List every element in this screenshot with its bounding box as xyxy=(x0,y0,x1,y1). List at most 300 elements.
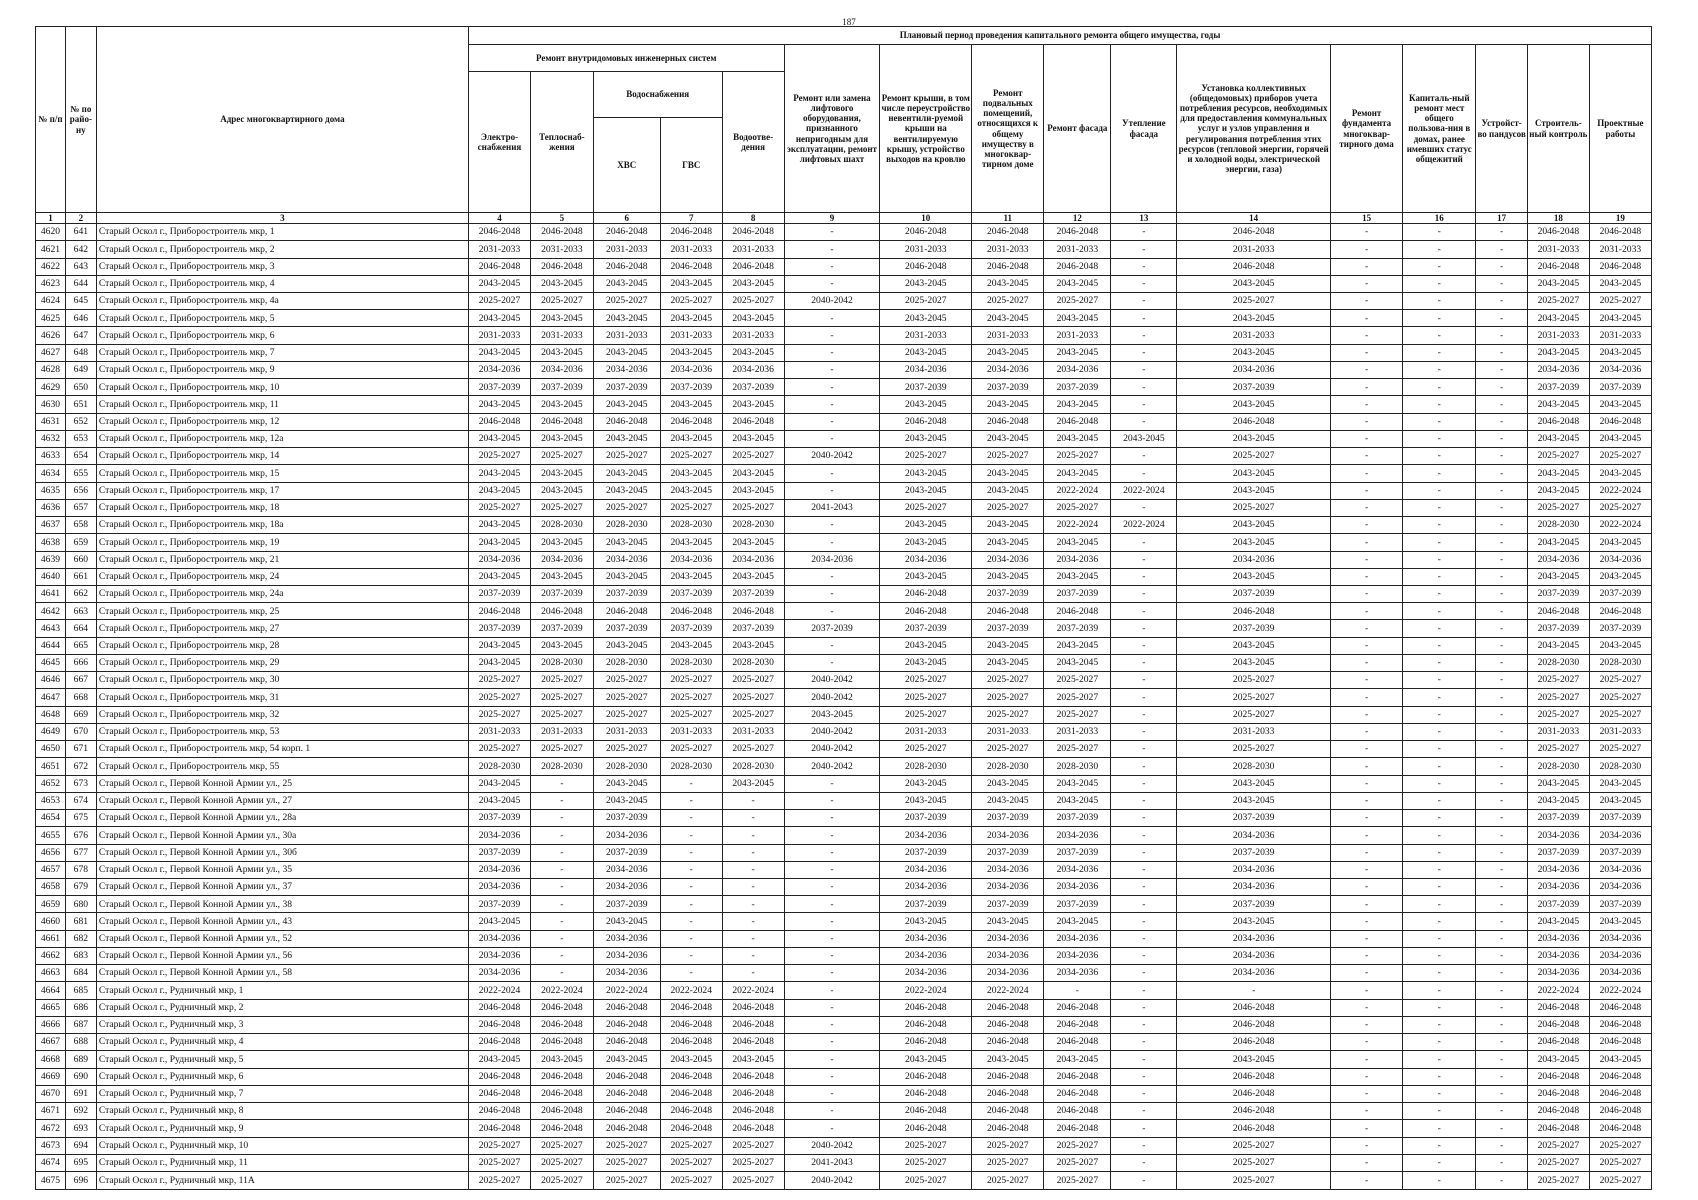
cell-design: 2043-2045 xyxy=(1589,430,1651,447)
table-row xyxy=(36,499,1652,516)
cell-control: 2028-2030 xyxy=(1527,758,1589,775)
cell-basement: 2046-2048 xyxy=(972,1068,1044,1085)
cell-district-num: 661 xyxy=(65,568,96,585)
cell-heat: 2043-2045 xyxy=(530,465,593,482)
cell-basement: 2037-2039 xyxy=(972,844,1044,861)
cell-roof: 2037-2039 xyxy=(880,379,972,396)
cell-hot-water: - xyxy=(660,930,722,947)
cell-design: 2037-2039 xyxy=(1589,620,1651,637)
cell-lift: 2040-2042 xyxy=(784,1137,880,1154)
cell-facade: 2034-2036 xyxy=(1044,861,1111,878)
cell-heat: 2037-2039 xyxy=(530,620,593,637)
cell-roof: 2031-2033 xyxy=(880,723,972,740)
cell-heat: - xyxy=(530,775,593,792)
cell-heat: 2046-2048 xyxy=(530,1085,593,1102)
cell-capital-repair: - xyxy=(1403,1085,1476,1102)
table-row xyxy=(36,310,1652,327)
cell-lift: - xyxy=(784,654,880,671)
table-row xyxy=(36,1171,1652,1189)
cell-district-num: 643 xyxy=(65,258,96,275)
cell-capital-repair: - xyxy=(1403,913,1476,930)
cell-address: Старый Оскол г., Приборостроитель мкр, 5 xyxy=(96,310,468,327)
cell-district-num: 645 xyxy=(65,293,96,310)
cell-ramps: - xyxy=(1476,1085,1528,1102)
cell-ramps: - xyxy=(1476,361,1528,378)
cell-facade: 2046-2048 xyxy=(1044,258,1111,275)
cell-facade: 2031-2033 xyxy=(1044,241,1111,258)
table-row xyxy=(36,810,1652,827)
cell-cold-water: 2034-2036 xyxy=(593,930,660,947)
cell-capital-repair: - xyxy=(1403,827,1476,844)
cell-basement: 2034-2036 xyxy=(972,551,1044,568)
cell-facade: 2043-2045 xyxy=(1044,568,1111,585)
cell-heat: 2043-2045 xyxy=(530,1051,593,1068)
cell-hot-water: 2031-2033 xyxy=(660,241,722,258)
cell-insulation: - xyxy=(1111,396,1177,413)
cell-ramps: - xyxy=(1476,1120,1528,1137)
cell-basement: 2028-2030 xyxy=(972,758,1044,775)
cell-roof: 2025-2027 xyxy=(880,1171,972,1189)
cell-lift: - xyxy=(784,258,880,275)
cell-hot-water: 2043-2045 xyxy=(660,275,722,292)
cell-heat: - xyxy=(530,844,593,861)
cell-meters: 2043-2045 xyxy=(1177,654,1331,671)
cell-roof: 2043-2045 xyxy=(880,517,972,534)
cell-cold-water: 2025-2027 xyxy=(593,448,660,465)
table-row xyxy=(36,1137,1652,1154)
cell-insulation: - xyxy=(1111,258,1177,275)
cell-hot-water: - xyxy=(660,810,722,827)
column-number: 2 xyxy=(65,213,96,224)
cell-cold-water: 2043-2045 xyxy=(593,396,660,413)
cell-lift: 2034-2036 xyxy=(784,551,880,568)
cell-ramps: - xyxy=(1476,344,1528,361)
cell-meters: 2046-2048 xyxy=(1177,1016,1331,1033)
cell-electro: 2034-2036 xyxy=(469,965,531,982)
cell-ramps: - xyxy=(1476,637,1528,654)
cell-district-num: 679 xyxy=(65,878,96,895)
cell-design: 2046-2048 xyxy=(1589,1085,1651,1102)
cell-district-num: 683 xyxy=(65,947,96,964)
cell-capital-repair: - xyxy=(1403,448,1476,465)
cell-foundation: - xyxy=(1331,224,1403,241)
cell-electro: 2043-2045 xyxy=(469,310,531,327)
cell-cold-water: 2043-2045 xyxy=(593,310,660,327)
cell-insulation: - xyxy=(1111,568,1177,585)
cell-address: Старый Оскол г., Приборостроитель мкр, 18 xyxy=(96,499,468,516)
cell-drainage: 2025-2027 xyxy=(722,741,784,758)
column-number: 10 xyxy=(880,213,972,224)
cell-electro: 2031-2033 xyxy=(469,241,531,258)
header-meters: Установка коллективных (общедомовых) приборов учета потребления ресурсов, необходимых для предоставления коммунальных услуг и узлов управления и регулирования потребления этих ресурсов (тепловой энергии, горячей и холодной воды, электрической энергии, газа) xyxy=(1177,45,1331,213)
cell-ramps: - xyxy=(1476,1103,1528,1120)
cell-control: 2046-2048 xyxy=(1527,413,1589,430)
cell-ramps: - xyxy=(1476,1137,1528,1154)
cell-row-num: 4636 xyxy=(36,499,66,516)
cell-roof: 2022-2024 xyxy=(880,982,972,999)
cell-foundation: - xyxy=(1331,654,1403,671)
cell-ramps: - xyxy=(1476,654,1528,671)
cell-heat: 2028-2030 xyxy=(530,654,593,671)
cell-basement: 2034-2036 xyxy=(972,361,1044,378)
cell-facade: 2043-2045 xyxy=(1044,792,1111,809)
cell-insulation: - xyxy=(1111,465,1177,482)
cell-basement: 2043-2045 xyxy=(972,534,1044,551)
cell-drainage: 2046-2048 xyxy=(722,999,784,1016)
cell-capital-repair: - xyxy=(1403,517,1476,534)
cell-hot-water: 2037-2039 xyxy=(660,620,722,637)
cell-design: 2037-2039 xyxy=(1589,896,1651,913)
cell-control: 2043-2045 xyxy=(1527,430,1589,447)
cell-address: Старый Оскол г., Рудничный мкр, 4 xyxy=(96,1034,468,1051)
cell-ramps: - xyxy=(1476,327,1528,344)
cell-insulation: - xyxy=(1111,1051,1177,1068)
cell-drainage: 2043-2045 xyxy=(722,1051,784,1068)
cell-capital-repair: - xyxy=(1403,1120,1476,1137)
cell-hot-water: 2046-2048 xyxy=(660,1120,722,1137)
cell-meters: 2034-2036 xyxy=(1177,947,1331,964)
header-capital-repair: Капиталь-ный ремонт мест общего пользова-ния в домах, ранее имевших статус общежитий xyxy=(1403,45,1476,213)
cell-ramps: - xyxy=(1476,878,1528,895)
cell-roof: 2037-2039 xyxy=(880,844,972,861)
cell-electro: 2037-2039 xyxy=(469,586,531,603)
cell-electro: 2043-2045 xyxy=(469,517,531,534)
cell-insulation: - xyxy=(1111,999,1177,1016)
cell-heat: 2046-2048 xyxy=(530,1120,593,1137)
table-row xyxy=(36,344,1652,361)
table-row xyxy=(36,775,1652,792)
cell-drainage: 2028-2030 xyxy=(722,517,784,534)
cell-drainage: 2046-2048 xyxy=(722,224,784,241)
cell-hot-water: - xyxy=(660,861,722,878)
cell-cold-water: 2037-2039 xyxy=(593,896,660,913)
table-row xyxy=(36,551,1652,568)
cell-meters: 2043-2045 xyxy=(1177,465,1331,482)
cell-district-num: 688 xyxy=(65,1034,96,1051)
cell-roof: 2025-2027 xyxy=(880,672,972,689)
cell-heat: 2025-2027 xyxy=(530,448,593,465)
cell-hot-water: - xyxy=(660,844,722,861)
cell-foundation: - xyxy=(1331,1154,1403,1171)
cell-address: Старый Оскол г., Приборостроитель мкр, 2 xyxy=(96,241,468,258)
cell-lift: - xyxy=(784,1034,880,1051)
cell-facade: 2025-2027 xyxy=(1044,293,1111,310)
cell-cold-water: 2034-2036 xyxy=(593,878,660,895)
cell-roof: 2037-2039 xyxy=(880,810,972,827)
cell-meters: 2028-2030 xyxy=(1177,758,1331,775)
cell-lift: - xyxy=(784,999,880,1016)
cell-design: 2037-2039 xyxy=(1589,379,1651,396)
table-row xyxy=(36,465,1652,482)
cell-drainage: 2025-2027 xyxy=(722,293,784,310)
cell-insulation: - xyxy=(1111,689,1177,706)
cell-basement: 2025-2027 xyxy=(972,499,1044,516)
cell-lift: - xyxy=(784,878,880,895)
cell-basement: 2043-2045 xyxy=(972,775,1044,792)
cell-facade: 2034-2036 xyxy=(1044,551,1111,568)
cell-hot-water: 2046-2048 xyxy=(660,1016,722,1033)
cell-lift: - xyxy=(784,965,880,982)
cell-drainage: 2025-2027 xyxy=(722,706,784,723)
cell-capital-repair: - xyxy=(1403,672,1476,689)
cell-design: 2025-2027 xyxy=(1589,741,1651,758)
table-row xyxy=(36,1034,1652,1051)
cell-hot-water: 2046-2048 xyxy=(660,603,722,620)
cell-design: 2046-2048 xyxy=(1589,258,1651,275)
cell-cold-water: 2025-2027 xyxy=(593,672,660,689)
cell-lift: 2041-2043 xyxy=(784,1154,880,1171)
cell-insulation: - xyxy=(1111,654,1177,671)
cell-heat: 2046-2048 xyxy=(530,603,593,620)
cell-roof: 2025-2027 xyxy=(880,499,972,516)
cell-capital-repair: - xyxy=(1403,689,1476,706)
cell-electro: 2043-2045 xyxy=(469,275,531,292)
cell-address: Старый Оскол г., Первой Конной Армии ул., 30б xyxy=(96,844,468,861)
cell-meters: 2025-2027 xyxy=(1177,499,1331,516)
cell-control: 2034-2036 xyxy=(1527,947,1589,964)
cell-insulation: - xyxy=(1111,534,1177,551)
cell-district-num: 691 xyxy=(65,1085,96,1102)
cell-meters: 2043-2045 xyxy=(1177,310,1331,327)
cell-insulation: - xyxy=(1111,1120,1177,1137)
cell-control: 2046-2048 xyxy=(1527,999,1589,1016)
cell-row-num: 4649 xyxy=(36,723,66,740)
cell-ramps: - xyxy=(1476,896,1528,913)
cell-capital-repair: - xyxy=(1403,741,1476,758)
cell-capital-repair: - xyxy=(1403,344,1476,361)
cell-cold-water: 2043-2045 xyxy=(593,913,660,930)
cell-cold-water: 2028-2030 xyxy=(593,654,660,671)
cell-facade: 2046-2048 xyxy=(1044,1103,1111,1120)
cell-design: 2025-2027 xyxy=(1589,672,1651,689)
cell-meters: 2043-2045 xyxy=(1177,637,1331,654)
cell-electro: 2046-2048 xyxy=(469,1103,531,1120)
cell-heat: 2046-2048 xyxy=(530,413,593,430)
cell-heat: 2028-2030 xyxy=(530,517,593,534)
cell-district-num: 652 xyxy=(65,413,96,430)
cell-lift: - xyxy=(784,413,880,430)
cell-row-num: 4621 xyxy=(36,241,66,258)
cell-basement: 2037-2039 xyxy=(972,810,1044,827)
cell-foundation: - xyxy=(1331,1034,1403,1051)
header-drainage: Водоотве-дения xyxy=(722,72,784,213)
cell-foundation: - xyxy=(1331,1016,1403,1033)
cell-address: Старый Оскол г., Первой Конной Армии ул., 35 xyxy=(96,861,468,878)
cell-row-num: 4667 xyxy=(36,1034,66,1051)
cell-meters: 2043-2045 xyxy=(1177,275,1331,292)
cell-control: 2034-2036 xyxy=(1527,965,1589,982)
cell-foundation: - xyxy=(1331,465,1403,482)
cell-foundation: - xyxy=(1331,965,1403,982)
header-basement: Ремонт подвальных помещений, относящихся к общему имуществу в многоквар-тирном доме xyxy=(972,45,1044,213)
cell-cold-water: 2025-2027 xyxy=(593,1137,660,1154)
column-number: 1 xyxy=(36,213,66,224)
cell-facade: 2037-2039 xyxy=(1044,896,1111,913)
cell-roof: 2046-2048 xyxy=(880,1103,972,1120)
cell-design: 2034-2036 xyxy=(1589,965,1651,982)
cell-control: 2046-2048 xyxy=(1527,224,1589,241)
cell-facade: 2034-2036 xyxy=(1044,930,1111,947)
cell-foundation: - xyxy=(1331,379,1403,396)
cell-row-num: 4654 xyxy=(36,810,66,827)
cell-lift: 2040-2042 xyxy=(784,758,880,775)
cell-control: 2046-2048 xyxy=(1527,1034,1589,1051)
cell-cold-water: 2025-2027 xyxy=(593,499,660,516)
cell-address: Старый Оскол г., Приборостроитель мкр, 10 xyxy=(96,379,468,396)
cell-foundation: - xyxy=(1331,430,1403,447)
cell-meters: 2043-2045 xyxy=(1177,1051,1331,1068)
cell-insulation: - xyxy=(1111,293,1177,310)
cell-ramps: - xyxy=(1476,499,1528,516)
cell-row-num: 4670 xyxy=(36,1085,66,1102)
cell-design: 2046-2048 xyxy=(1589,1120,1651,1137)
cell-address: Старый Оскол г., Первой Конной Армии ул., 37 xyxy=(96,878,468,895)
cell-hot-water: 2022-2024 xyxy=(660,982,722,999)
cell-ramps: - xyxy=(1476,224,1528,241)
cell-address: Старый Оскол г., Рудничный мкр, 5 xyxy=(96,1051,468,1068)
table-row xyxy=(36,1068,1652,1085)
cell-capital-repair: - xyxy=(1403,775,1476,792)
cell-control: 2043-2045 xyxy=(1527,310,1589,327)
cell-ramps: - xyxy=(1476,775,1528,792)
cell-row-num: 4657 xyxy=(36,861,66,878)
cell-drainage: 2046-2048 xyxy=(722,603,784,620)
cell-hot-water: - xyxy=(660,827,722,844)
cell-drainage: 2034-2036 xyxy=(722,361,784,378)
cell-drainage: - xyxy=(722,930,784,947)
cell-ramps: - xyxy=(1476,1034,1528,1051)
cell-capital-repair: - xyxy=(1403,896,1476,913)
cell-facade: 2046-2048 xyxy=(1044,999,1111,1016)
cell-row-num: 4672 xyxy=(36,1120,66,1137)
cell-cold-water: 2046-2048 xyxy=(593,603,660,620)
cell-foundation: - xyxy=(1331,1103,1403,1120)
header-cold-water: ХВС xyxy=(593,118,660,213)
cell-capital-repair: - xyxy=(1403,586,1476,603)
cell-roof: 2025-2027 xyxy=(880,1137,972,1154)
cell-insulation: - xyxy=(1111,930,1177,947)
cell-design: 2034-2036 xyxy=(1589,930,1651,947)
cell-capital-repair: - xyxy=(1403,654,1476,671)
cell-electro: 2034-2036 xyxy=(469,861,531,878)
cell-address: Старый Оскол г., Первой Конной Армии ул., 30а xyxy=(96,827,468,844)
cell-foundation: - xyxy=(1331,637,1403,654)
cell-drainage: 2043-2045 xyxy=(722,568,784,585)
cell-district-num: 665 xyxy=(65,637,96,654)
cell-heat: 2025-2027 xyxy=(530,1171,593,1189)
cell-foundation: - xyxy=(1331,310,1403,327)
cell-hot-water: 2025-2027 xyxy=(660,499,722,516)
table-row xyxy=(36,379,1652,396)
cell-foundation: - xyxy=(1331,1068,1403,1085)
cell-heat: 2043-2045 xyxy=(530,430,593,447)
cell-insulation: - xyxy=(1111,1171,1177,1189)
cell-meters: 2043-2045 xyxy=(1177,517,1331,534)
column-number-row xyxy=(36,213,1652,224)
cell-meters: 2043-2045 xyxy=(1177,396,1331,413)
cell-row-num: 4653 xyxy=(36,792,66,809)
cell-roof: 2043-2045 xyxy=(880,430,972,447)
cell-foundation: - xyxy=(1331,930,1403,947)
cell-design: 2022-2024 xyxy=(1589,517,1651,534)
cell-insulation: - xyxy=(1111,551,1177,568)
cell-heat: - xyxy=(530,792,593,809)
cell-district-num: 648 xyxy=(65,344,96,361)
column-number: 15 xyxy=(1331,213,1403,224)
cell-facade: 2025-2027 xyxy=(1044,1171,1111,1189)
cell-hot-water: 2025-2027 xyxy=(660,741,722,758)
cell-drainage: 2043-2045 xyxy=(722,396,784,413)
cell-ramps: - xyxy=(1476,413,1528,430)
cell-electro: 2046-2048 xyxy=(469,224,531,241)
cell-design: 2034-2036 xyxy=(1589,878,1651,895)
cell-electro: 2022-2024 xyxy=(469,982,531,999)
table-row xyxy=(36,878,1652,895)
cell-meters: 2025-2027 xyxy=(1177,293,1331,310)
table-row xyxy=(36,620,1652,637)
cell-address: Старый Оскол г., Приборостроитель мкр, 15 xyxy=(96,465,468,482)
cell-cold-water: 2031-2033 xyxy=(593,327,660,344)
cell-address: Старый Оскол г., Первой Конной Армии ул., 43 xyxy=(96,913,468,930)
cell-design: 2034-2036 xyxy=(1589,827,1651,844)
cell-ramps: - xyxy=(1476,982,1528,999)
header-lift: Ремонт или замена лифтового оборудования, признанного непригодным для эксплуатации, ремонт лифтовых шахт xyxy=(784,45,880,213)
cell-facade: 2028-2030 xyxy=(1044,758,1111,775)
cell-address: Старый Оскол г., Приборостроитель мкр, 4 xyxy=(96,275,468,292)
cell-district-num: 662 xyxy=(65,586,96,603)
cell-address: Старый Оскол г., Приборостроитель мкр, 7 xyxy=(96,344,468,361)
cell-electro: 2031-2033 xyxy=(469,327,531,344)
cell-ramps: - xyxy=(1476,241,1528,258)
cell-foundation: - xyxy=(1331,913,1403,930)
cell-meters: 2043-2045 xyxy=(1177,534,1331,551)
cell-ramps: - xyxy=(1476,741,1528,758)
cell-heat: 2031-2033 xyxy=(530,327,593,344)
cell-basement: 2031-2033 xyxy=(972,241,1044,258)
cell-address: Старый Оскол г., Первой Конной Армии ул., 25 xyxy=(96,775,468,792)
cell-electro: 2037-2039 xyxy=(469,379,531,396)
cell-row-num: 4623 xyxy=(36,275,66,292)
cell-facade: 2022-2024 xyxy=(1044,517,1111,534)
cell-ramps: - xyxy=(1476,448,1528,465)
table-row xyxy=(36,241,1652,258)
cell-row-num: 4638 xyxy=(36,534,66,551)
cell-basement: 2046-2048 xyxy=(972,999,1044,1016)
cell-cold-water: 2025-2027 xyxy=(593,706,660,723)
cell-electro: 2043-2045 xyxy=(469,775,531,792)
cell-cold-water: 2046-2048 xyxy=(593,1085,660,1102)
cell-district-num: 686 xyxy=(65,999,96,1016)
cell-capital-repair: - xyxy=(1403,534,1476,551)
cell-facade: 2034-2036 xyxy=(1044,947,1111,964)
cell-design: 2034-2036 xyxy=(1589,551,1651,568)
column-number: 17 xyxy=(1476,213,1528,224)
cell-cold-water: 2037-2039 xyxy=(593,586,660,603)
table-row xyxy=(36,258,1652,275)
cell-basement: 2025-2027 xyxy=(972,741,1044,758)
cell-roof: 2034-2036 xyxy=(880,878,972,895)
cell-roof: 2043-2045 xyxy=(880,310,972,327)
cell-insulation: - xyxy=(1111,1016,1177,1033)
cell-roof: 2043-2045 xyxy=(880,465,972,482)
cell-foundation: - xyxy=(1331,741,1403,758)
cell-row-num: 4656 xyxy=(36,844,66,861)
cell-roof: 2046-2048 xyxy=(880,1120,972,1137)
cell-basement: 2037-2039 xyxy=(972,896,1044,913)
cell-electro: 2034-2036 xyxy=(469,827,531,844)
table-row xyxy=(36,741,1652,758)
cell-capital-repair: - xyxy=(1403,1034,1476,1051)
